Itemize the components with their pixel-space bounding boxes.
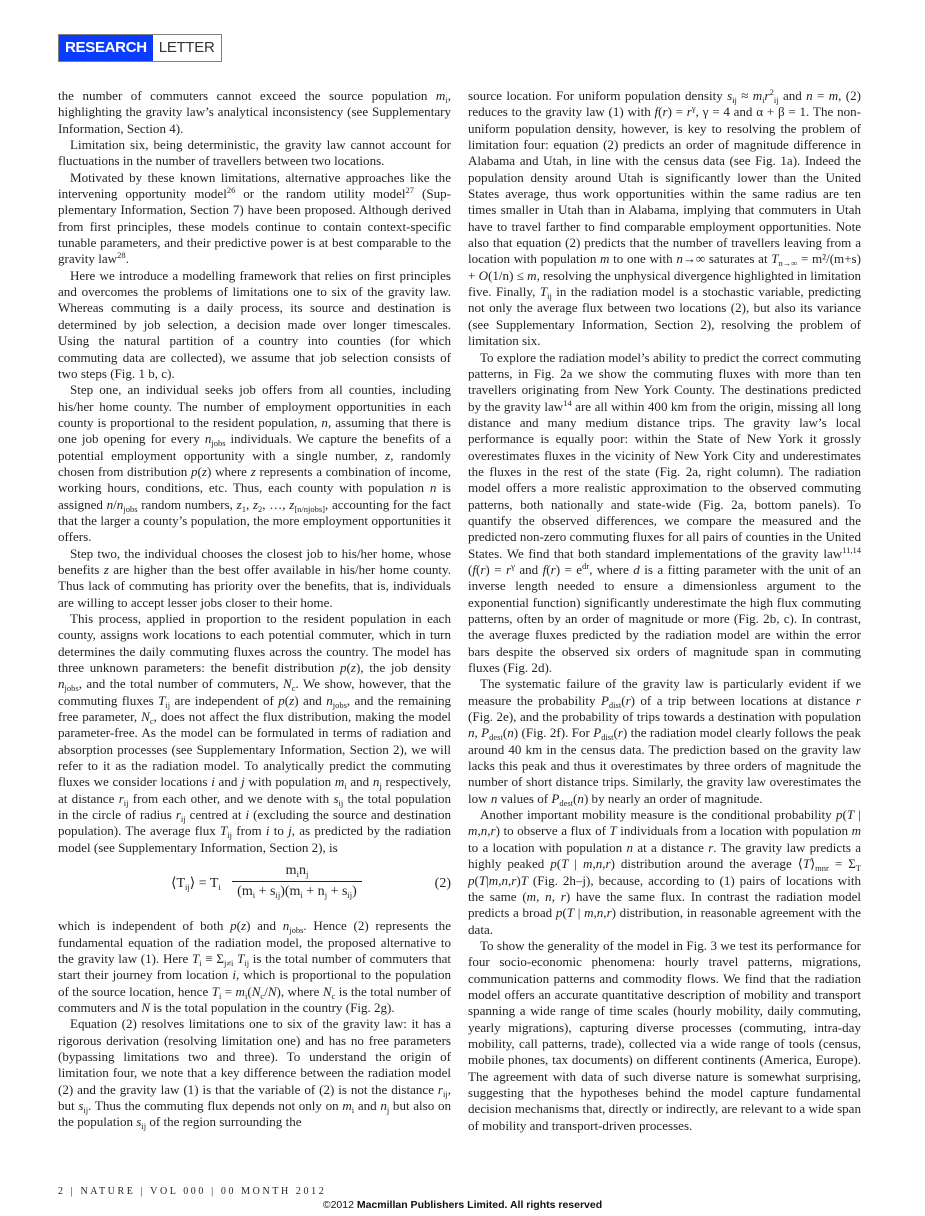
paragraph: source location. For uniform population density $s_{ij} \approx m_ir^2_{ij}$ and n = m, (2) reduces to the gravity law (1) with $f(r) = r^\gamma$, γ = 4 and α + β = 1. The non-uniform population density, however, is key to resolving the problem of limitation four: equation (2) predicts an order of magnitude difference in Alabama and Utah, in line with the census data (see Fig. 1a). Indeed the population density around Utah is significantly lower than the United States average, thus work opportunities within the same radius are ten times smaller in Utah than in Alabama, implying that commuters in Utah have to travel farther to find comparable employment opportunities. Note also that equation (2) predicts that the number of travellers leaving from a location with population m to one with n→∞ saturates at $T_{n\to\infty} = m^2/(m+s) + O(1/n) \le m$, resolving the unphysical divergence highlighted in limitation five. Finally, $T_{ij}$ in the radiation model is a stochastic variable, predicting not only the average flux between two locations (2), but also its variance (see Supplementary Information, Section 2), resolving the problem of limitation six. xyxy=(468,87,862,349)
issue-date: 00 MONTH 2012 xyxy=(220,1186,327,1197)
paragraph: Step two, the individual chooses the closest job to his/her home, whose benefits z are higher than the best offer available in his/her home county. Thus lack of commuting has priority over the benefits, that is, individuals are willing to accept lesser jobs closer to their home. xyxy=(58,545,451,610)
page-number: 2 xyxy=(58,1186,66,1197)
paragraph: Motivated by these known limitations, alternative approaches like the intervening opportunity model$^{26}$ or the random utility model$^{27}$ (Supplementary Information, Section 7) have been proposed. Although derived from first principles, these models continue to contain context-specific tunable parameters, and their predictive power is at best comparable to the gravity law$^{28}$. xyxy=(58,169,451,267)
paragraph: To show the generality of the model in Fig. 3 we test its performance for four socio-economic phenomena: hourly travel patterns, migrations, communication patterns and commodity flows. We find that the radiation model offers an accurate quantitative description of mobility and transport spanning a wide range of time scales (hourly mobility, daily commuting, yearly migrations), capturing diverse processes (commuting, intra-day mobility, call patterns, trade), collected via a wide range of tools (census, mobile phones, tax documents) on different continents (America, Europe). The agreement with data of such diverse nature is somewhat surprising, suggesting that the hypotheses behind the model capture fundamental decision mechanisms that, directly or indirectly, are relevant to a wide span of mobility and transport-driven processes. xyxy=(468,937,861,1133)
volume: VOL 000 xyxy=(150,1186,207,1197)
footer-separator: | xyxy=(211,1186,216,1197)
paragraph: which is independent of both p(z) and $n_{jobs}$. Hence (2) represents the fundamental equation of the radiation model, the proposed alternative to the gravity law (1). Here $T_i \equiv \Sigma_{j\ne i}$ $T_{ij}$ is the total number of commuters that start their journey from location i, which is proportional to the population of the source location, hence $T_i = m_i(N_c/N)$, where $N_c$ is the total number of commuters and N is the total population in the country (Fig. 2g). xyxy=(58,918,452,1015)
paragraph: Another important mobility measure is the conditional probability p(T | m,n,r) to observe a flux of T individuals from a location with population m to a location with population n at a distance r. The gravity law predicts a highly peaked p(T | m,n,r) distribution around the average $⟨T⟩_{mnr} = \Sigma_T$ p(T|m,n,r)T (Fig. 2h–j), because, according to (1) pairs of locations with the same (m, n, r) have the same flux. In contrast the radiation model predicts a broad p(T | m,n,r) distribution, in reasonable agreement with the data. xyxy=(468,807,862,937)
equation-number: (2) xyxy=(434,876,451,892)
article-type-label: LETTER xyxy=(153,35,221,61)
journal-name: NATURE xyxy=(80,1186,136,1197)
paragraph: To explore the radiation model’s ability to predict the correct commuting patterns, in Fig. 2a we show the commuting fluxes with more than ten travellers originating from New York County. The destinations predicted by the gravity law$^{14}$ are all within 400 km from the origin, missing all long distance and many medium distance trips. The gravity law’s local performance is equally poor: within the State of New York it grossly overestimates fluxes in the vicinity of New York City and underestimates the fluxes in the rest of the state (Fig. 2a, right column). The radiation model offers a more realistic approximation to the observed commuting patterns, both nationally and state-wide (Fig. 2a, bottom panels). To quantify the observed differences, we compare the measured and the predicted non-zero commuting fluxes for all pairs of counties in the United States. We find that both standard implementations of the gravity law$^{11,14}$ ($f(r) = r^\gamma$ and $f(r) = e^{dr}$, where d is a fitting parameter with the unit of an inverse length needed to ensure a dimensionless argument to the exponential function) significantly underestimate the high flux commuting patterns, often by an order of magnitude or more (Fig. 2b, c). In contrast, the average fluxes predicted by the radiation model are within the error bars despite the observed six orders of magnitude span in commuting fluxes (Fig. 2d). xyxy=(468,349,861,676)
equation-denominator: $(m_i + s_{ij})(m_i + n_j + s_{ij})$ xyxy=(237,884,357,901)
left-column-paragraphs-after xyxy=(58,918,451,1130)
left-column-paragraphs xyxy=(58,88,451,856)
equation-2 xyxy=(58,862,451,912)
paragraph: Equation (2) resolves limitations one to six of the gravity law: it has a rigorous derivation (resolving limitation one) and has no free parameters (bypassing limitations two and three). To understand the origin of limitation four, we note that a key difference between the radiation model (2) and the gravity law (1) is that the variable of (2) is not the distance $r_{ij}$, but $s_{ij}$. Thus the commuting flux depends not only on $m_i$ and $n_j$ but also on the population $s_{ij}$ of the region surrounding the xyxy=(58,1016,451,1132)
copyright-notice xyxy=(0,1199,925,1211)
article-type-badge xyxy=(58,34,222,62)
equation-numerator: $m_in_j$ xyxy=(232,862,362,882)
right-column xyxy=(468,88,861,1134)
copyright-text: Macmillan Publishers Limited. All rights reserved xyxy=(356,1199,603,1211)
section-label: RESEARCH xyxy=(59,35,153,61)
equation-lhs: $⟨T_{ij}⟩ = T_i$ xyxy=(171,876,221,893)
paragraph: Step one, an individual seeks job offers from all counties, including his/her home county. The number of employment opportunities in each county is proportional to the resident population, n, assuming that there is one job opening for every $n_{jobs}$ individuals. We capture the benefits of a potential employment opportunity with a single number, z, randomly chosen from distribution p(z) where z represents a combination of income, working hours, conditions, etc. Thus, each county with population n is assigned $n/n_{jobs}$ random numbers, $z_1$, $z_2$, …, $z_{[n/njobs]}$, accounting for the fact that the larger a county’s population, the more employment opportunities it offers. xyxy=(58,382,451,545)
paragraph: Here we introduce a modelling framework that relies on first principles and overcomes the problems of limitations one to six of the gravity law. Whereas commuting is a daily process, its source and destination is determined by job selection, a decision made over longer timescales. Using the natural partition of a country into counties (for which commuting data are collected), we assume that job selection consists of two steps (Fig. 1 b, c). xyxy=(58,267,451,381)
page-footer xyxy=(58,1186,326,1197)
equation-fraction xyxy=(232,862,362,902)
paragraph: the number of commuters cannot exceed the source population $m_i$, highlighting the gravity law’s analytical inconsistency (see Supplementary Information, Section 4). xyxy=(58,88,451,136)
footer-separator: | xyxy=(140,1186,146,1197)
copyright-year: ©2012 xyxy=(322,1199,354,1211)
paragraph: This process, applied in proportion to the resident population in each county, assigns work locations to each potential commuter, which in turn determines the daily commuting fluxes across the country. The model has three unknown parameters: the benefit distribution p(z), the job density $n_{jobs}$, and the total number of commuters, $N_c$. We show, however, that the commuting fluxes $T_{ij}$ are independent of p(z) and $n_{jobs}$, and the remaining free parameter, $N_c$, does not affect the flux distribution, making the model parameter-free. As the model can be formulated in terms of radiation and absorption processes (see Supplementary Information, Section 2), we will refer to it as the radiation model. To analytically predict the commuting fluxes we consider locations i and j with population $m_i$ and $n_j$ respectively, at distance $r_{ij}$ from each other, and we denote with $s_{ij}$ the total population in the circle of radius $r_{ij}$ centred at i (excluding the source and destination population). The average flux $T_{ij}$ from i to j, as predicted by the radiation model (see Supplementary Information, Section 2), is xyxy=(58,611,452,855)
footer-separator: | xyxy=(70,1186,76,1197)
paragraph: The systematic failure of the gravity law is particularly evident if we measure the probability $P_{dist}(r)$ of a trip between locations at distance r (Fig. 2e), and the probability of trips towards a destination with population n, $P_{dest}(n)$ (Fig. 2f). For $P_{dist}(r)$ the radiation model clearly follows the peak around 40 km in the census data. The prediction based on the gravity law lacks this peak and thus it overestimates by three orders of magnitude the number of short distance trips. Similarly, the gravity law overestimates the low n values of $P_{dest}(n)$ by nearly an order of magnitude. xyxy=(468,676,861,808)
paragraph: Limitation six, being deterministic, the gravity law cannot account for fluctuations in the number of travellers between two locations. xyxy=(58,137,451,169)
right-column-paragraphs xyxy=(468,88,861,1134)
left-column xyxy=(58,88,451,1131)
